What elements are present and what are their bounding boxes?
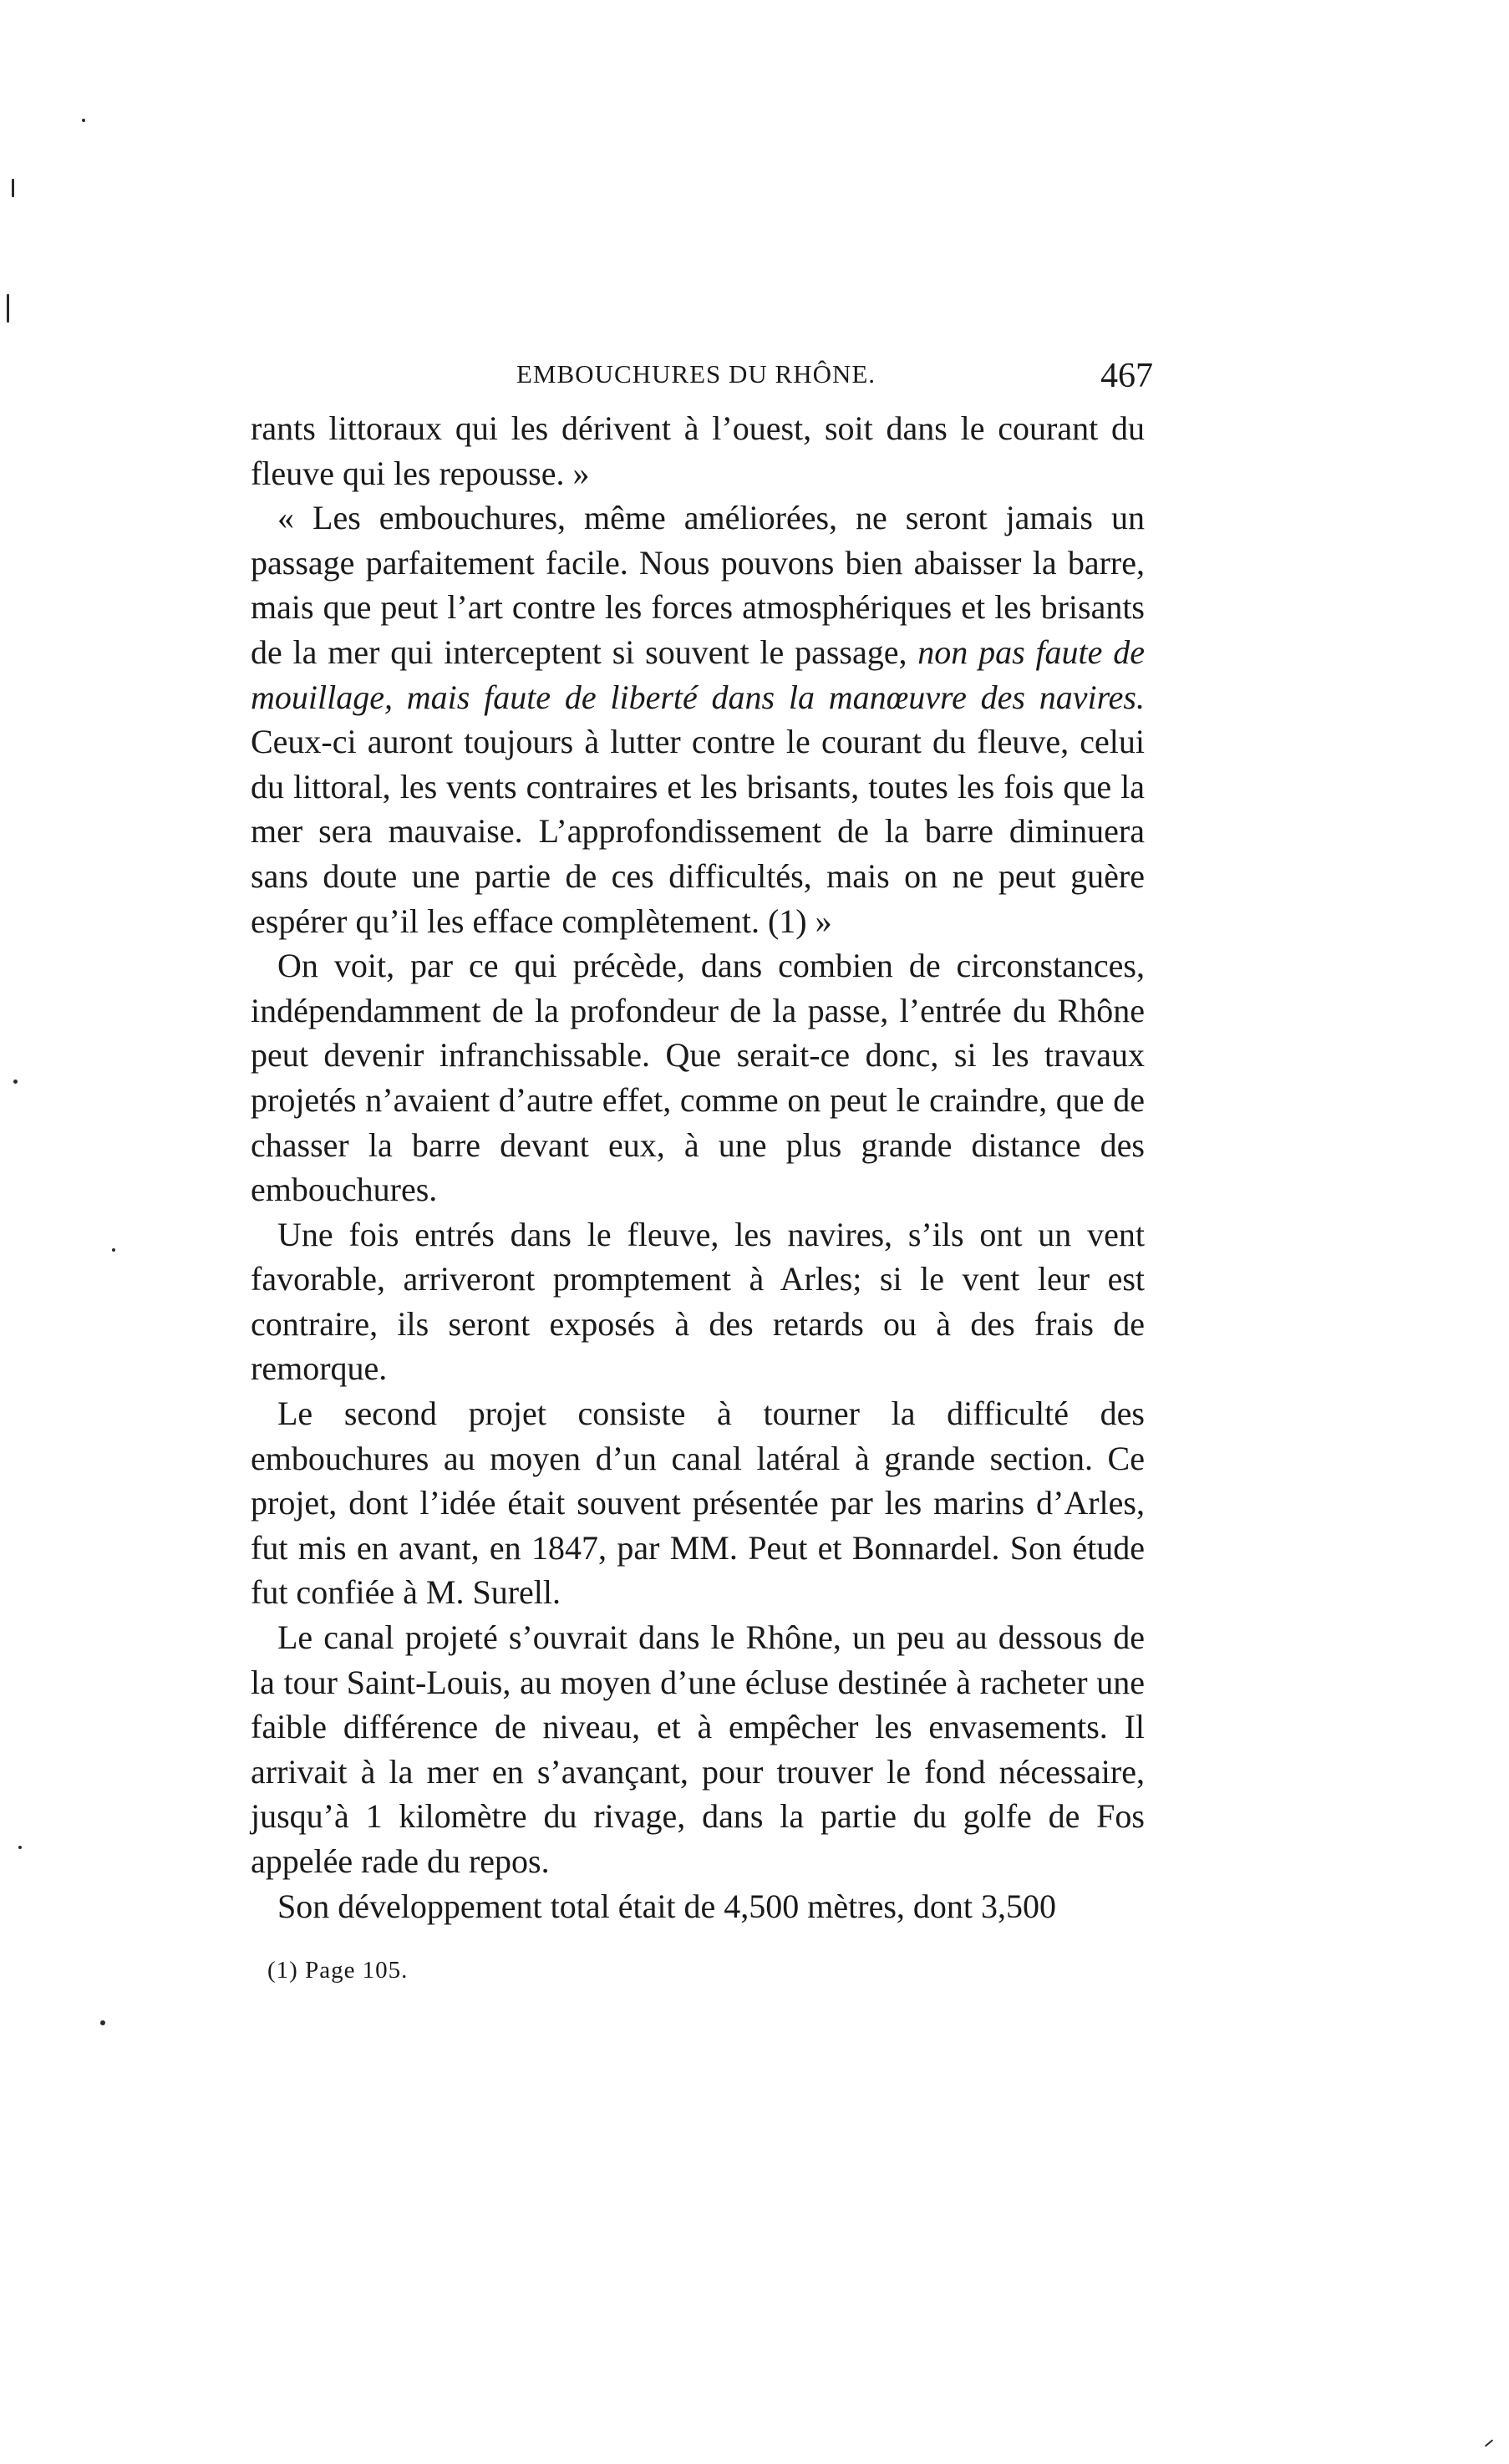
paragraph-7: Son développement total était de 4,500 mètres, dont 3,500 [277,1887,1057,1925]
page-number: 467 [1100,357,1153,395]
scan-speck [18,1846,22,1849]
scan-speck [82,119,85,122]
paragraph-2-italic: non pas faute de mouillage, mais faute de liberté dans la manœuvre des navires. [251,633,1145,716]
scan-speck [112,1248,115,1252]
running-title: EMBOUCHURES DU RHÔNE. [516,359,876,389]
paragraph-2-start: « Les embouchures, même améliorées, ne seront jamais un passage parfaitement facile. Nous pouvons bien abaisser la barre, mais que peut l’art contre les forces atmosphériques et les brisants de la mer qui interceptent si souvent le passage, [251,499,1145,671]
paragraph-6: Le canal projeté s’ouvrait dans le Rhône, un peu au dessous de la tour Saint-Louis, au moyen d’une écluse destinée à racheter une faible différence de niveau, et à empêcher les envasements. Il arrivait à la mer en s’avançant, pour trouver le fond nécessaire, jusqu’à 1 kilomètre du rivage, dans la partie du golfe de Fos appelée rade du repos. [251,1618,1145,1880]
paragraph-1: rants littoraux qui les dérivent à l’ouest, soit dans le courant du fleuve qui les repousse. » [251,409,1145,492]
scan-speck [1485,2439,1493,2446]
paragraph-3: On voit, par ce qui précède, dans combien de circonstances, indépendamment de la profondeur de la passe, l’entrée du Rhône peut devenir infranchissable. Que serait-ce donc, si les travaux projetés n’avaient d’autre effet, comme on peut le craindre, que de chasser la barre devant eux, à une plus grande distance des embouchures. [251,947,1145,1209]
paragraph-2 [251,495,1145,943]
paragraph-4: Une fois entrés dans le fleuve, les navires, s’ils ont un vent favorable, arriveront promptement à Arles; si le vent leur est contraire, ils seront exposés à des retards ou à des frais de remorque. [251,1215,1145,1388]
body-text [251,406,1145,1928]
paragraph-2-end: Ceux-ci auront toujours à lutter contre le courant du fleuve, celui du littoral, les vents contraires et les brisants, toutes les fois que la mer sera mauvaise. L’approfondissement de la barre diminuera sans doute une partie de ces difficultés, mais on ne peut guère espérer qu’il les efface complètement. (1) » [251,723,1145,940]
footnote: (1) Page 105. [267,1957,409,1984]
paragraph-5: Le second projet consiste à tourner la difficulté des embouchures au moyen d’un canal latéral à grande section. Ce projet, dont l’idée était souvent présentée par les marins d’Arles, fut mis en avant, en 1847, par MM. Peut et Bonnardel. Son étude fut confiée à M. Surell. [251,1395,1145,1612]
scan-speck [7,294,9,323]
scan-speck [12,179,14,197]
running-head [251,356,1153,398]
scan-speck [13,1080,18,1084]
scan-speck [100,2020,105,2025]
